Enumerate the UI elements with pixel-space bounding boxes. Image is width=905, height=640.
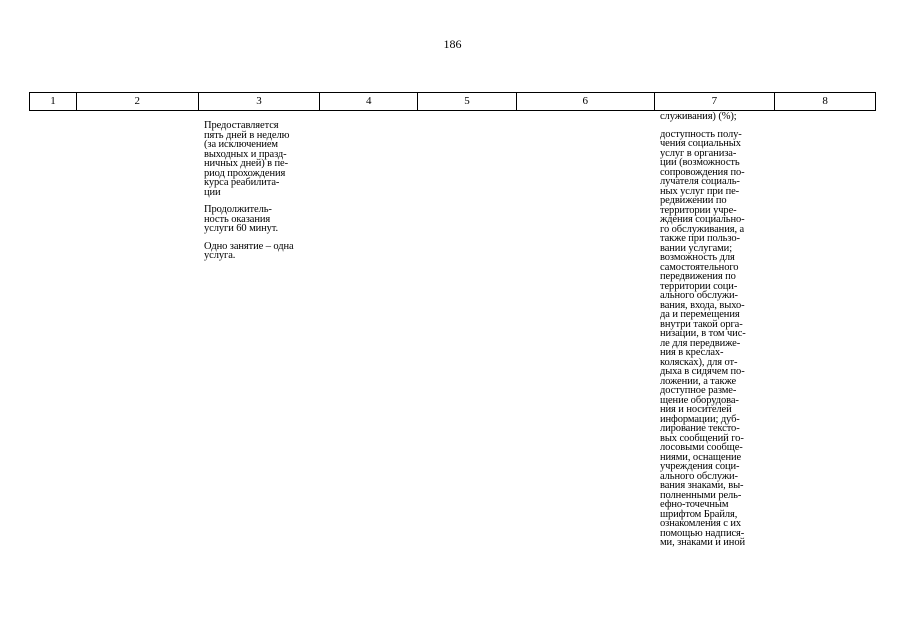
col7-text-line: передвижения по <box>660 271 736 282</box>
header-cell-4: 4 <box>320 93 418 110</box>
col3-text-line: риод прохождения <box>204 167 286 179</box>
col3-text-line: ность оказания <box>204 213 271 225</box>
col7-text-line: щение оборудова- <box>660 394 739 406</box>
col7-text-line: услуг в организа- <box>660 147 737 159</box>
col7-text-line: территории соци- <box>660 280 738 292</box>
header-cell-5: 5 <box>418 93 517 110</box>
col7-paragraph <box>660 112 746 122</box>
col7-text-line: также при пользо- <box>660 233 740 244</box>
col7-text-line: да и перемещения <box>660 309 740 320</box>
col3-paragraph <box>204 205 294 234</box>
col3-text-line: (за исключением <box>204 139 278 150</box>
col7-text-line: ния в креслах- <box>660 347 724 358</box>
header-cell-8: 8 <box>822 95 828 107</box>
col3-paragraph <box>204 121 294 197</box>
col7-text-line: полненными рель- <box>660 489 742 501</box>
col7-text-line: колясках), для от- <box>660 356 738 368</box>
col3-text-line: услуги 60 минут. <box>204 223 279 234</box>
col7-text-line: го обслуживания, а <box>660 223 745 235</box>
col3-text-line: Продолжитель- <box>204 204 272 215</box>
col7-text-line: вании услугами; <box>660 242 733 254</box>
header-cell-6: 6 <box>517 93 655 110</box>
col7-text-line: лучателя социаль- <box>660 176 740 187</box>
col3-text-line: Предоставляется <box>204 120 279 131</box>
column-3-text <box>204 121 294 269</box>
col7-text-line: вых сообщений го- <box>660 432 744 444</box>
col3-text-line: пять дней в неделю <box>204 129 290 141</box>
col7-paragraph <box>660 130 746 548</box>
col7-text-line: учреждения соци- <box>660 461 740 472</box>
col7-text-line: лирование тексто- <box>660 423 740 434</box>
col7-text-line: чения социальных <box>660 138 741 149</box>
column-7-text <box>660 112 746 556</box>
header-cell-3: 3 <box>199 93 321 110</box>
table-header-row <box>29 92 876 111</box>
col3-text-line: выходных и празд- <box>204 148 287 160</box>
header-cell-7: 7 <box>655 93 776 110</box>
col7-text-line: ждения социально- <box>660 214 745 225</box>
col3-text-line: ции <box>204 186 221 198</box>
col7-text-line: самостоятельного <box>660 261 739 273</box>
col7-text-line: ефно-точечным <box>660 499 729 510</box>
col7-text-line: ложении, а также <box>660 375 737 387</box>
col7-text-line: низации, в том чис- <box>660 328 746 339</box>
col7-text-line: ознакомления с их <box>660 518 741 529</box>
col7-text-line: сопровождения по- <box>660 166 745 178</box>
col7-text-line: дыха в сидячем по- <box>660 366 745 377</box>
col3-paragraph <box>204 242 294 261</box>
col7-text-line: возможность для <box>660 252 735 263</box>
col3-text-line: курса реабилита- <box>204 177 280 188</box>
col3-text-line: ничных дней) в пе- <box>204 158 288 169</box>
col7-text-line: доступное разме- <box>660 385 737 396</box>
col7-text-line: ния и носителей <box>660 404 732 415</box>
header-cell-1: 1 <box>30 93 77 110</box>
col7-text-line: помощью надпися- <box>660 527 745 539</box>
col7-text-line: ального обслужи- <box>660 470 738 482</box>
col3-text-line: услуга. <box>204 250 236 261</box>
col7-text-line: территории учре- <box>660 204 737 216</box>
page-number: 186 <box>443 37 462 51</box>
col7-text-line: ального обслужи- <box>660 290 738 301</box>
col7-text-line: редвижении по <box>660 195 727 206</box>
col7-text-line: ных услуг при пе- <box>660 185 740 197</box>
col7-text-line: вания, входа, выхо- <box>660 299 745 311</box>
col7-text-line: служивания) (%); <box>660 111 737 122</box>
col7-text-line: вания знаками, вы- <box>660 480 744 491</box>
col7-text-line: ниями, оснащение <box>660 451 742 463</box>
col3-text-line: Одно занятие – одна <box>204 240 294 252</box>
header-cell-2: 2 <box>77 93 199 110</box>
col7-text-line: внутри такой орга- <box>660 318 743 330</box>
col7-text-line: лосовыми сообще- <box>660 442 743 453</box>
col7-text-line: ции (возможность <box>660 157 740 168</box>
col7-text-line: доступность полу- <box>660 128 742 140</box>
col7-text-line: информации; дуб- <box>660 413 740 425</box>
col7-text-line: ми, знаками и иной <box>660 537 745 548</box>
col7-text-line: шрифтом Брайля, <box>660 508 738 520</box>
col7-text-line: ле для передвиже- <box>660 337 741 349</box>
